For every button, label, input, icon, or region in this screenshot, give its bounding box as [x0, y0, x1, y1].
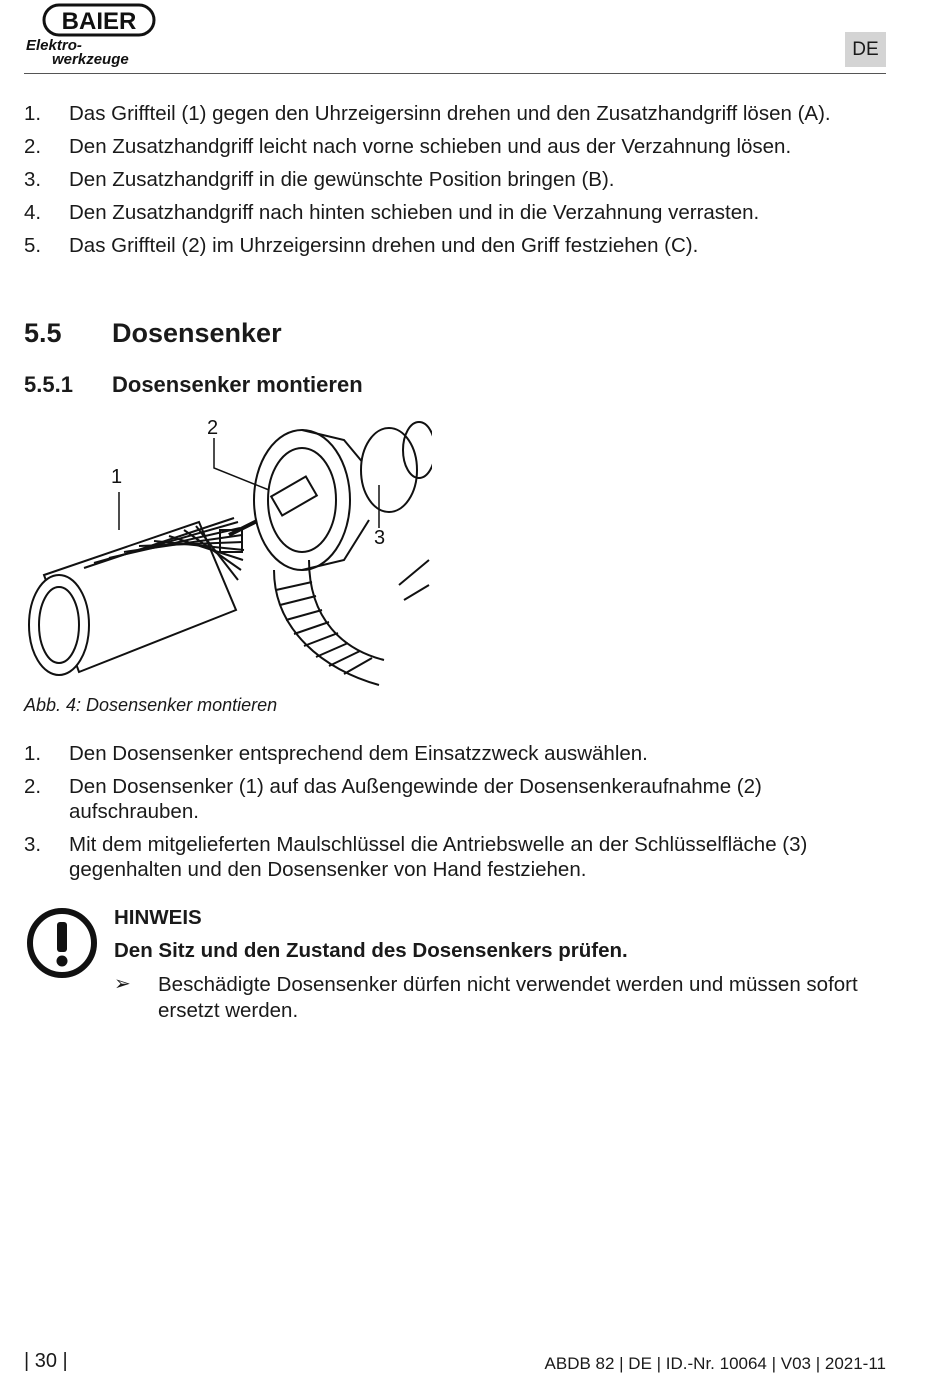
arrow-bullet-icon: ➢: [114, 973, 131, 995]
step-number: 1.: [24, 102, 42, 125]
step-text: Den Dosensenker (1) auf das Außengewinde der Dosensenkeraufnahme (2) aufschrauben.: [69, 775, 762, 823]
header-divider: [24, 73, 886, 74]
core-bit-mounting-illustration: [24, 410, 432, 688]
step-number: 3.: [24, 168, 42, 191]
step-text: Das Griffteil (1) gegen den Uhrzeigersinn drehen und den Zusatzhandgriff lösen (A).: [69, 102, 831, 125]
step-number: 3.: [24, 833, 42, 856]
callout-3: 3: [374, 527, 386, 549]
step-text: Den Zusatzhandgriff leicht nach vorne schieben und aus der Verzahnung lösen.: [69, 135, 792, 158]
figure-caption: Abb. 4: Dosensenker montieren: [24, 695, 278, 715]
step-number: 2.: [24, 775, 42, 798]
page-number: | 30 |: [24, 1350, 68, 1372]
section-heading: [24, 318, 282, 349]
notice-title: HINWEIS: [114, 906, 202, 929]
notice-statement: Den Sitz und den Zustand des Dosensenkers prüfen.: [114, 939, 628, 962]
step-number: 2.: [24, 135, 42, 158]
callout-2: 2: [207, 417, 219, 439]
subsection-title: Dosensenker montieren: [112, 372, 363, 397]
logo-line1: Elektro-: [26, 37, 82, 54]
list-item: [24, 134, 884, 159]
list-item: [24, 832, 884, 882]
step-text: Den Zusatzhandgriff nach hinten schieben und in die Verzahnung verrasten.: [69, 201, 760, 224]
section-number: 5.5: [24, 318, 62, 348]
exclamation-circle-icon: [26, 907, 98, 979]
step-number: 1.: [24, 742, 42, 765]
step-text: Den Dosensenker entsprechend dem Einsatzzweck auswählen.: [69, 742, 648, 765]
step-text: Mit dem mitgelieferten Maulschlüssel die Antriebswelle an der Schlüsselfläche (3) gegenhalten und den Dosensenker von Hand festziehen.: [69, 833, 808, 881]
language-badge: DE: [845, 32, 886, 67]
step-text: Das Griffteil (2) im Uhrzeigersinn drehen und den Griff festziehen (C).: [69, 234, 699, 257]
section-title: Dosensenker: [112, 318, 282, 348]
step-number: 4.: [24, 201, 42, 224]
logo-brand: BAIER: [61, 8, 137, 35]
document-info: ABDB 82 | DE | ID.-Nr. 10064 | V03 | 2021-11: [544, 1354, 886, 1373]
list-item: [24, 741, 884, 766]
list-item: [24, 167, 884, 192]
baier-logo: [24, 2, 159, 68]
logo-line2: werkzeuge: [52, 51, 129, 68]
handle-steps-list: [24, 101, 884, 266]
list-item: [24, 101, 884, 126]
step-text: Den Zusatzhandgriff in die gewünschte Position bringen (B).: [69, 168, 615, 191]
subsection-heading: [24, 372, 363, 398]
list-item: [24, 774, 884, 824]
step-number: 5.: [24, 234, 42, 257]
subsection-number: 5.5.1: [24, 372, 73, 397]
notice-text: Beschädigte Dosensenker dürfen nicht verwendet werden und müssen sofort ersetzt werden.: [158, 973, 858, 1022]
list-item: [24, 200, 884, 225]
mount-steps-list: [24, 741, 884, 890]
callout-1: 1: [111, 466, 123, 488]
list-item: [24, 233, 884, 258]
